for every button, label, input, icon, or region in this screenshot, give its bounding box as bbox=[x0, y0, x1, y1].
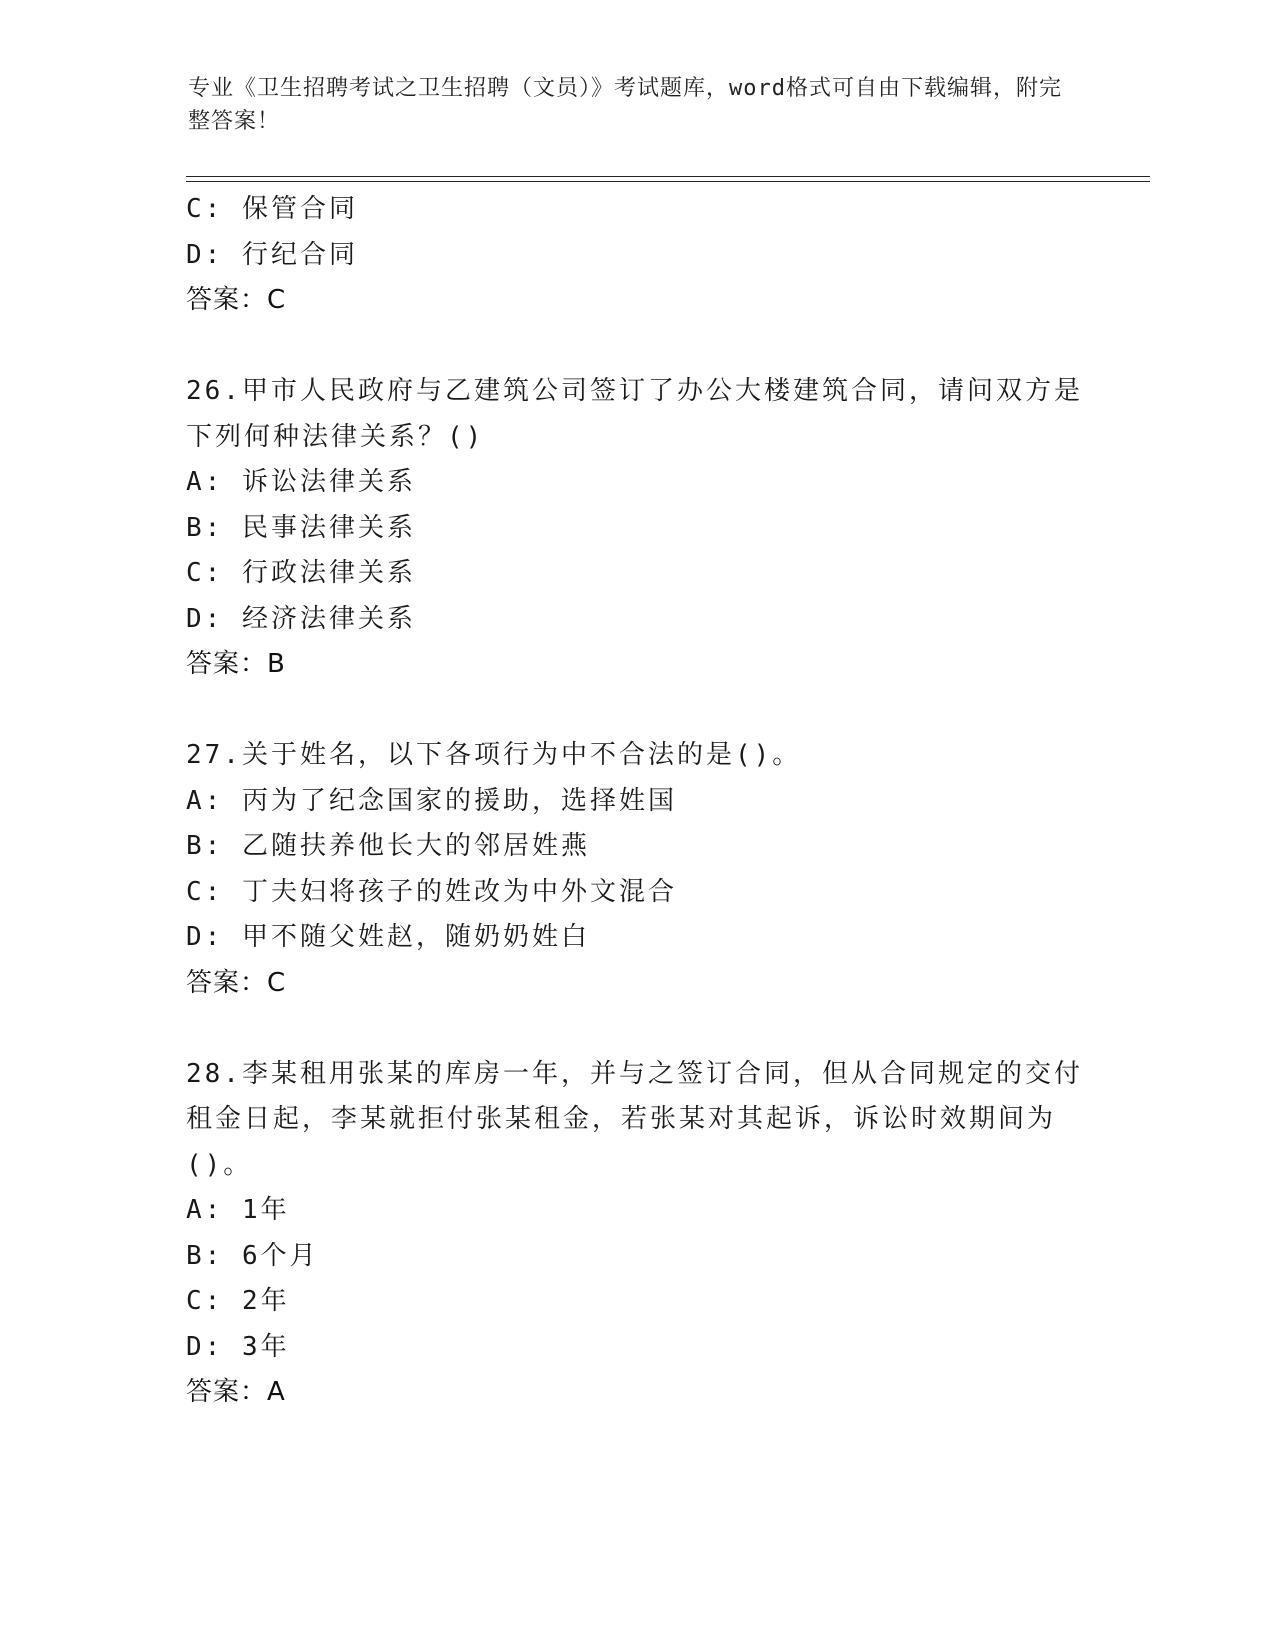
question-stem: 26.甲市人民政府与乙建筑公司签订了办公大楼建筑合同，请问双方是 bbox=[186, 376, 1083, 406]
spacer bbox=[186, 688, 1086, 734]
question-stem: 27.关于姓名，以下各项行为中不合法的是()。 bbox=[186, 740, 802, 770]
option-b: B: 民事法律关系 bbox=[186, 512, 416, 543]
spacer bbox=[186, 324, 1086, 370]
question-stem: 下列何种法律关系？() bbox=[186, 421, 485, 452]
answer: 答案：C bbox=[186, 967, 287, 998]
answer: 答案：B bbox=[186, 649, 286, 679]
option-d: D: 经济法律关系 bbox=[186, 603, 416, 634]
option-a: A: 1年 bbox=[186, 1195, 290, 1225]
page-header: 专业《卫生招聘考试之卫生招聘（文员）》考试题库，word格式可自由下载编辑，附完整答案！ bbox=[188, 76, 1062, 134]
option-a: A: 丙为了纪念国家的援助，选择姓国 bbox=[186, 785, 677, 816]
option-c: C: 2年 bbox=[186, 1286, 290, 1316]
question-28 bbox=[186, 1052, 1086, 1416]
question-stem: 28.李某租用张某的库房一年，并与之签订合同，但从合同规定的交付 bbox=[186, 1058, 1083, 1089]
option-d: D: 行纪合同 bbox=[186, 239, 358, 270]
answer: 答案：A bbox=[186, 1377, 286, 1407]
option-b: B: 乙随扶养他长大的邻居姓燕 bbox=[186, 831, 590, 861]
question-stem: ()。 bbox=[186, 1149, 253, 1180]
question-27 bbox=[186, 733, 1086, 1006]
question-25-continued bbox=[186, 187, 1086, 324]
option-b: B: 6个月 bbox=[186, 1240, 319, 1271]
option-c: C: 丁夫妇将孩子的姓改为中外文混合 bbox=[186, 876, 677, 907]
question-list bbox=[186, 187, 1086, 1416]
header-rule-top bbox=[186, 176, 1150, 177]
option-c: C: 行政法律关系 bbox=[186, 558, 416, 588]
header-rule-bottom bbox=[186, 181, 1150, 182]
option-d: D: 甲不随父姓赵，随奶奶姓白 bbox=[186, 922, 590, 952]
option-c: C: 保管合同 bbox=[186, 194, 358, 224]
question-26 bbox=[186, 369, 1086, 688]
answer: 答案：C bbox=[186, 285, 287, 315]
option-d: D: 3年 bbox=[186, 1331, 290, 1362]
option-a: A: 诉讼法律关系 bbox=[186, 467, 416, 497]
spacer bbox=[186, 1006, 1086, 1052]
question-stem: 租金日起，李某就拒付张某租金，若张某对其起诉，诉讼时效期间为 bbox=[186, 1104, 1057, 1134]
